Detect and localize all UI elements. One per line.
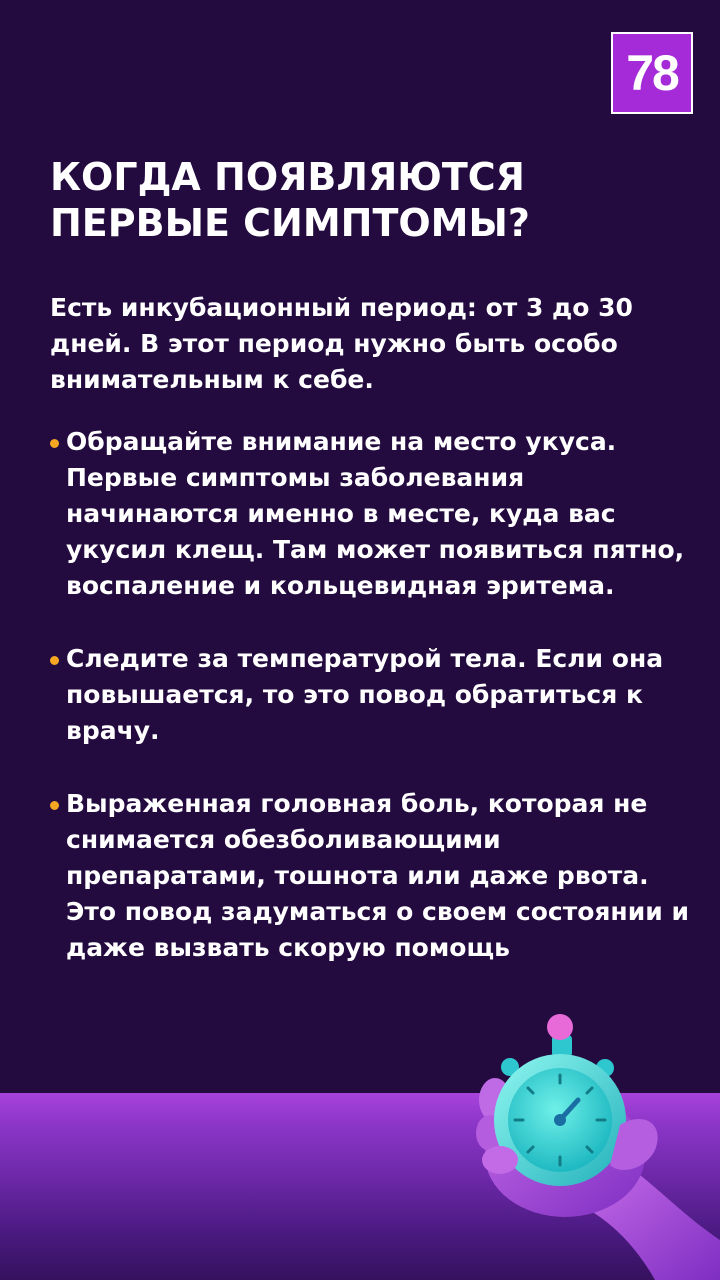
list-item — [50, 786, 700, 966]
bullet-dot-icon — [50, 801, 59, 810]
symptom-list — [50, 424, 700, 966]
list-item-text: Следите за температурой тела. Если она повышается, то это повод обратиться к врачу. — [66, 644, 664, 745]
bullet-dot-icon — [50, 656, 59, 665]
list-item — [50, 641, 700, 749]
list-item-text: Обращайте внимание на место укуса. Первые симптомы заболевания начинаются именно в месте, куда вас укусил клещ. Там может появиться пятно, воспаление и кольцевидная эритема. — [66, 427, 685, 600]
page-title: КОГДА ПОЯВЛЯЮТСЯ ПЕРВЫЕ СИМПТОМЫ? — [50, 155, 530, 245]
bullet-dot-icon — [50, 439, 59, 448]
channel-78-logo — [611, 32, 693, 114]
logo-text: 78 — [626, 45, 678, 101]
list-item-text: Выраженная головная боль, которая не снимается обезболивающими препаратами, тошнота или даже рвота. Это повод задуматься о своем состоянии и даже вызвать скорую помощь — [66, 789, 689, 962]
stopwatch-in-hand-icon — [460, 1005, 720, 1280]
intro-paragraph: Есть инкубационный период: от 3 до 30 дней. В этот период нужно быть особо внимательным к себе. — [50, 293, 633, 394]
list-item — [50, 424, 700, 604]
